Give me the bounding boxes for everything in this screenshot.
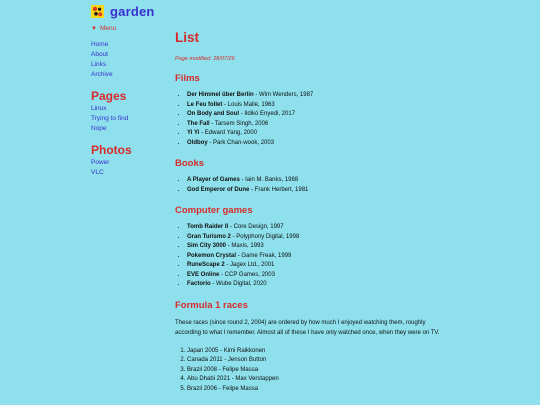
item-detail: - Iain M. Banks, 1988 [239, 177, 299, 183]
list-item: 2. Canada 2011 - Jenson Button [187, 356, 455, 366]
item-detail: - Louis Malle, 1963 [222, 101, 275, 108]
triangle-down-icon: ▼ [91, 25, 97, 32]
list-item [187, 271, 455, 281]
pages-heading: Pages [91, 89, 127, 103]
item-title: The Fall [187, 120, 210, 127]
item-detail: - CCP Games, 2003 [219, 271, 275, 278]
sidebar [91, 25, 166, 181]
nav-link-trying-to-find[interactable]: Trying to find [91, 115, 129, 122]
list-item [187, 252, 455, 262]
nav-link-vlc[interactable]: VLC [91, 169, 104, 176]
item-detail: - Frank Herbert, 1981 [249, 186, 309, 193]
list-item [187, 110, 455, 120]
item-detail: - Core Design, 1997 [228, 224, 284, 230]
item-title: Le Feu follet [187, 101, 223, 108]
list-item: 1. Japan 2005 - Kimi Raikkonen [187, 347, 455, 357]
pages-group [91, 89, 166, 134]
list-item [187, 186, 455, 196]
item-title: God Emperor of Dune [187, 186, 250, 193]
item-detail: - Wim Wenders, 1987 [253, 92, 314, 98]
item-detail: - Wube Digital, 2020 [210, 281, 267, 287]
list-item [187, 261, 455, 271]
item-title: Gran Turismo 2 [187, 233, 231, 240]
nav-link-about[interactable]: About [91, 51, 108, 58]
item-title: Der Himmel über Berlin [187, 92, 254, 98]
races-heading: Formula 1 races [175, 299, 248, 311]
item-detail: - Jagex Ltd., 2001 [224, 262, 275, 268]
item-title: Sim City 3000 [187, 243, 227, 249]
photos-group [91, 143, 166, 178]
list-item [187, 242, 455, 252]
nav-link-power[interactable]: Power [91, 159, 110, 166]
nav-link-links[interactable]: Links [91, 61, 107, 68]
item-title: RuneScape 2 [187, 262, 225, 268]
page-title: List [175, 30, 200, 45]
item-detail: - Ildikó Enyedi, 2017 [239, 111, 296, 117]
races-list [175, 347, 455, 395]
site-name[interactable]: garden [110, 4, 155, 19]
nav-link-archive[interactable]: Archive [91, 71, 113, 78]
films-list [175, 91, 455, 148]
item-title: Tomb Raider II [187, 224, 229, 230]
item-detail: - Park Chan-wook, 2003 [207, 139, 275, 146]
item-detail: - Maxis, 1993 [226, 243, 264, 249]
list-item [187, 120, 455, 130]
item-title: Factorio [187, 281, 211, 287]
item-detail: - Polyphony Digital, 1998 [230, 233, 300, 240]
games-heading: Computer games [175, 205, 253, 216]
films-heading: Films [175, 73, 200, 84]
list-item [187, 129, 455, 139]
item-title: Pokemon Crystal [187, 252, 237, 259]
games-list [175, 223, 455, 290]
photos-heading: Photos [91, 143, 132, 157]
list-item: 4. Abu Dhabi 2021 - Max Verstappen [187, 375, 455, 385]
list-item [187, 91, 455, 101]
list-item [187, 101, 455, 111]
item-title: On Body and Soul [187, 111, 239, 117]
list-item: 3. Brazil 2008 - Felipe Massa [187, 366, 455, 376]
site-logo-link[interactable] [91, 4, 155, 19]
item-detail: - Tarsem Singh, 2006 [209, 120, 269, 127]
nav-link-linux[interactable]: Linux [91, 105, 107, 112]
item-detail: - Game Freak, 1999 [236, 252, 292, 259]
books-heading: Books [175, 158, 205, 169]
books-list [175, 176, 455, 195]
nav-link-home[interactable]: Home [91, 41, 109, 48]
list-item [187, 139, 455, 149]
list-item [187, 176, 455, 186]
item-detail: - Edward Yang, 2000 [199, 130, 257, 136]
flower-icon [91, 5, 104, 18]
list-item: 5. Brazil 2006 - Felipe Massa [187, 385, 455, 395]
item-title: EVE Online [187, 271, 220, 278]
list-item [187, 223, 455, 233]
menu-label: Menu [99, 25, 117, 32]
main-content [175, 28, 455, 404]
item-title: Yi Yi [187, 130, 200, 136]
menu-toggle[interactable] [91, 25, 166, 32]
item-title: Oldboy [187, 139, 208, 146]
list-item [187, 280, 455, 290]
nav-link-nope[interactable]: Nope [91, 125, 107, 132]
list-item [187, 233, 455, 243]
modified-date: Page modified: 28/07/26 [175, 56, 235, 62]
main-nav [91, 40, 166, 80]
races-intro: These races (since round 2, 2004) are ordered by how much I enjoyed watching them, roughly according to what I remember. Almost all of these I have only watched once, when they were on TV. [175, 319, 440, 336]
item-title: A Player of Games [187, 177, 240, 183]
